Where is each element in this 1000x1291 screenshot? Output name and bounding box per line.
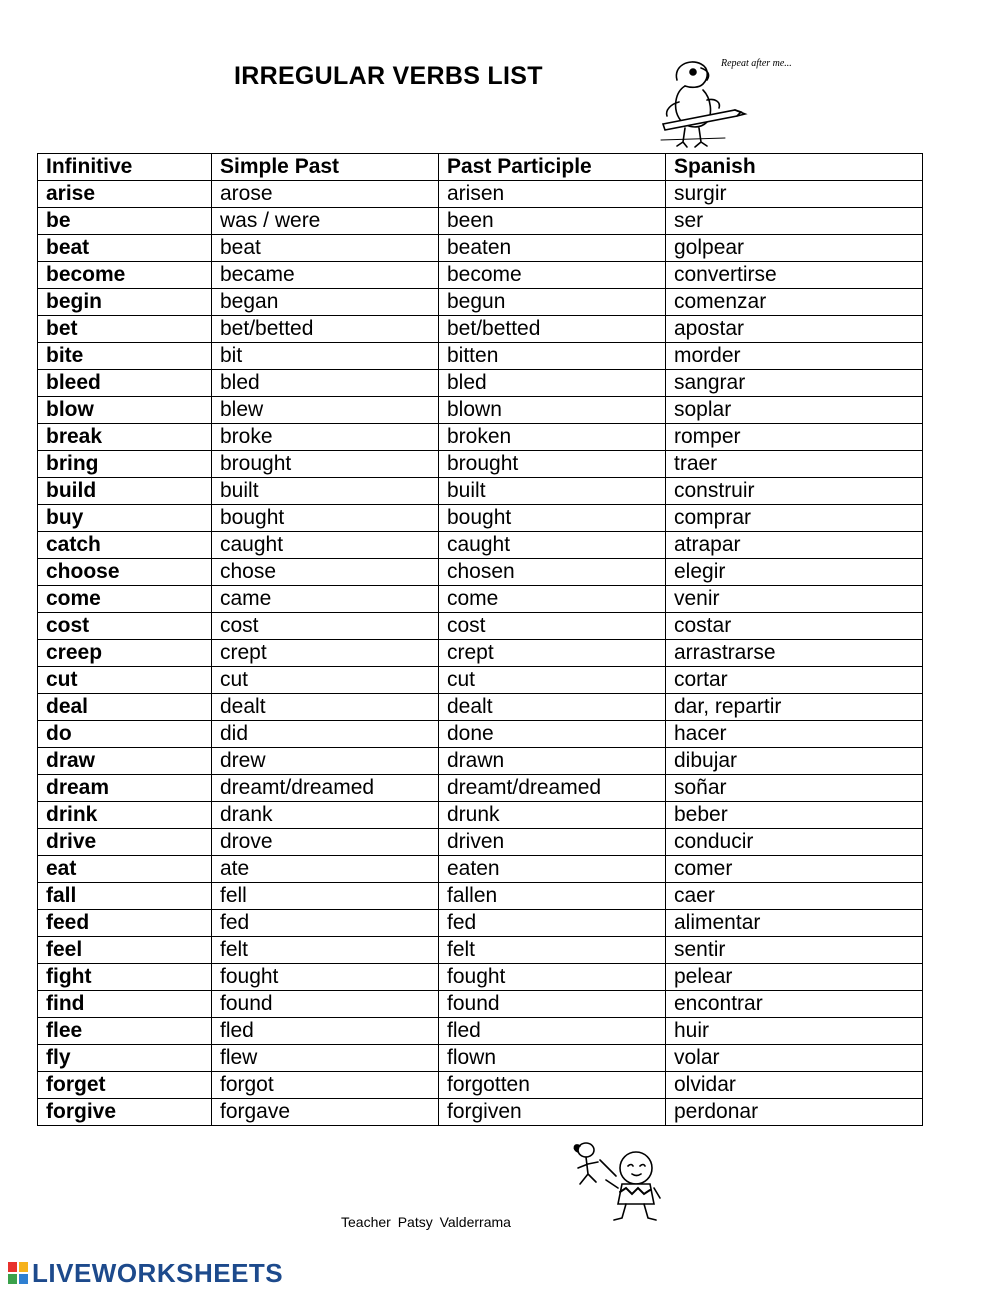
cell-spanish: costar — [666, 613, 923, 640]
cell-simple-past: cost — [212, 613, 439, 640]
table-row — [38, 532, 923, 559]
table-header-row — [38, 154, 923, 181]
cell-infinitive: deal — [38, 694, 212, 721]
cell-infinitive: forgive — [38, 1099, 212, 1126]
cell-infinitive: choose — [38, 559, 212, 586]
cell-past-participle: drunk — [439, 802, 666, 829]
cell-infinitive: do — [38, 721, 212, 748]
table-row — [38, 694, 923, 721]
cell-spanish: morder — [666, 343, 923, 370]
cell-spanish: apostar — [666, 316, 923, 343]
cell-simple-past: dealt — [212, 694, 439, 721]
cell-past-participle: dreamt/dreamed — [439, 775, 666, 802]
logo-square — [19, 1274, 28, 1284]
cell-spanish: elegir — [666, 559, 923, 586]
cell-infinitive: become — [38, 262, 212, 289]
cell-infinitive: build — [38, 478, 212, 505]
table-row — [38, 829, 923, 856]
cell-infinitive: creep — [38, 640, 212, 667]
cell-simple-past: drank — [212, 802, 439, 829]
cell-simple-past: cut — [212, 667, 439, 694]
cell-spanish: conducir — [666, 829, 923, 856]
cell-past-participle: been — [439, 208, 666, 235]
cell-infinitive: catch — [38, 532, 212, 559]
cell-simple-past: forgave — [212, 1099, 439, 1126]
cell-past-participle: fought — [439, 964, 666, 991]
cell-simple-past: built — [212, 478, 439, 505]
table-row — [38, 964, 923, 991]
logo-square — [8, 1262, 17, 1272]
table-row — [38, 748, 923, 775]
cell-spanish: atrapar — [666, 532, 923, 559]
table-row — [38, 802, 923, 829]
cell-infinitive: drink — [38, 802, 212, 829]
cell-simple-past: did — [212, 721, 439, 748]
table-row — [38, 1072, 923, 1099]
cell-simple-past: was / were — [212, 208, 439, 235]
cell-past-participle: done — [439, 721, 666, 748]
cell-infinitive: draw — [38, 748, 212, 775]
cell-past-participle: crept — [439, 640, 666, 667]
cell-past-participle: bitten — [439, 343, 666, 370]
cell-infinitive: bite — [38, 343, 212, 370]
table-row — [38, 937, 923, 964]
table-row — [38, 856, 923, 883]
cell-simple-past: bled — [212, 370, 439, 397]
cell-past-participle: eaten — [439, 856, 666, 883]
cell-past-participle: fallen — [439, 883, 666, 910]
cell-simple-past: felt — [212, 937, 439, 964]
cell-infinitive: fight — [38, 964, 212, 991]
cell-infinitive: drive — [38, 829, 212, 856]
cell-past-participle: arisen — [439, 181, 666, 208]
cell-spanish: soplar — [666, 397, 923, 424]
cell-spanish: cortar — [666, 667, 923, 694]
cell-spanish: dibujar — [666, 748, 923, 775]
table-row — [38, 370, 923, 397]
cell-simple-past: forgot — [212, 1072, 439, 1099]
cell-simple-past: bet/betted — [212, 316, 439, 343]
cell-simple-past: fought — [212, 964, 439, 991]
cell-past-participle: dealt — [439, 694, 666, 721]
cell-infinitive: find — [38, 991, 212, 1018]
cell-simple-past: brought — [212, 451, 439, 478]
cell-past-participle: forgiven — [439, 1099, 666, 1126]
cell-simple-past: came — [212, 586, 439, 613]
cell-spanish: beber — [666, 802, 923, 829]
table-row — [38, 721, 923, 748]
cell-infinitive: forget — [38, 1072, 212, 1099]
column-header-past-participle: Past Participle — [439, 154, 666, 181]
cell-infinitive: eat — [38, 856, 212, 883]
cell-simple-past: became — [212, 262, 439, 289]
cell-infinitive: fall — [38, 883, 212, 910]
cell-infinitive: buy — [38, 505, 212, 532]
table-row — [38, 343, 923, 370]
table-row — [38, 910, 923, 937]
logo-square — [8, 1274, 17, 1284]
table-row — [38, 181, 923, 208]
cell-infinitive: arise — [38, 181, 212, 208]
cell-infinitive: cost — [38, 613, 212, 640]
cell-spanish: construir — [666, 478, 923, 505]
cell-simple-past: flew — [212, 1045, 439, 1072]
table-row — [38, 262, 923, 289]
cell-simple-past: blew — [212, 397, 439, 424]
cell-infinitive: beat — [38, 235, 212, 262]
cell-infinitive: feel — [38, 937, 212, 964]
cell-spanish: caer — [666, 883, 923, 910]
table-row — [38, 586, 923, 613]
cell-spanish: convertirse — [666, 262, 923, 289]
cell-infinitive: fly — [38, 1045, 212, 1072]
cell-past-participle: begun — [439, 289, 666, 316]
cell-simple-past: ate — [212, 856, 439, 883]
cell-past-participle: bet/betted — [439, 316, 666, 343]
cell-infinitive: be — [38, 208, 212, 235]
table-row — [38, 316, 923, 343]
cell-simple-past: found — [212, 991, 439, 1018]
table-row — [38, 640, 923, 667]
cell-simple-past: bit — [212, 343, 439, 370]
cell-infinitive: dream — [38, 775, 212, 802]
table-row — [38, 991, 923, 1018]
cell-past-participle: built — [439, 478, 666, 505]
cell-past-participle: become — [439, 262, 666, 289]
cell-spanish: encontrar — [666, 991, 923, 1018]
cell-spanish: perdonar — [666, 1099, 923, 1126]
cell-past-participle: come — [439, 586, 666, 613]
cell-simple-past: dreamt/dreamed — [212, 775, 439, 802]
cell-infinitive: bring — [38, 451, 212, 478]
logo-square — [19, 1262, 28, 1272]
cell-simple-past: drove — [212, 829, 439, 856]
column-header-infinitive: Infinitive — [38, 154, 212, 181]
cell-spanish: golpear — [666, 235, 923, 262]
cell-simple-past: beat — [212, 235, 439, 262]
cell-spanish: alimentar — [666, 910, 923, 937]
cell-infinitive: bet — [38, 316, 212, 343]
table-row — [38, 883, 923, 910]
cell-spanish: olvidar — [666, 1072, 923, 1099]
irregular-verbs-table — [37, 153, 923, 1126]
table-row — [38, 667, 923, 694]
table-row — [38, 613, 923, 640]
table-row — [38, 1099, 923, 1126]
bird-with-pencil-illustration — [655, 52, 792, 152]
teacher-credit: Teacher Patsy Valderrama — [341, 1214, 511, 1230]
cell-simple-past: drew — [212, 748, 439, 775]
cell-simple-past: broke — [212, 424, 439, 451]
table-row — [38, 235, 923, 262]
cell-simple-past: caught — [212, 532, 439, 559]
cell-spanish: volar — [666, 1045, 923, 1072]
table-row — [38, 1045, 923, 1072]
cell-past-participle: found — [439, 991, 666, 1018]
cell-spanish: sangrar — [666, 370, 923, 397]
cell-past-participle: beaten — [439, 235, 666, 262]
liveworksheets-logo-icon — [8, 1262, 28, 1284]
cell-past-participle: flown — [439, 1045, 666, 1072]
liveworksheets-brand-text: LIVEWORKSHEETS — [32, 1257, 284, 1288]
column-header-simple-past: Simple Past — [212, 154, 439, 181]
cell-spanish: comenzar — [666, 289, 923, 316]
cell-infinitive: blow — [38, 397, 212, 424]
cell-simple-past: crept — [212, 640, 439, 667]
cell-simple-past: bought — [212, 505, 439, 532]
cell-past-participle: driven — [439, 829, 666, 856]
cell-spanish: huir — [666, 1018, 923, 1045]
table-row — [38, 505, 923, 532]
cell-spanish: comer — [666, 856, 923, 883]
cell-past-participle: fed — [439, 910, 666, 937]
table-row — [38, 397, 923, 424]
cell-infinitive: feed — [38, 910, 212, 937]
cell-infinitive: bleed — [38, 370, 212, 397]
cell-simple-past: fled — [212, 1018, 439, 1045]
cell-simple-past: arose — [212, 181, 439, 208]
cell-spanish: dar, repartir — [666, 694, 923, 721]
table-row — [38, 208, 923, 235]
cell-past-participle: bled — [439, 370, 666, 397]
cell-simple-past: began — [212, 289, 439, 316]
cell-past-participle: caught — [439, 532, 666, 559]
table-row — [38, 1018, 923, 1045]
cell-infinitive: break — [38, 424, 212, 451]
cell-spanish: comprar — [666, 505, 923, 532]
cell-spanish: ser — [666, 208, 923, 235]
cell-infinitive: begin — [38, 289, 212, 316]
cell-past-participle: bought — [439, 505, 666, 532]
cell-past-participle: drawn — [439, 748, 666, 775]
cell-past-participle: broken — [439, 424, 666, 451]
cell-past-participle: brought — [439, 451, 666, 478]
cell-spanish: pelear — [666, 964, 923, 991]
cell-simple-past: fell — [212, 883, 439, 910]
cell-past-participle: cost — [439, 613, 666, 640]
cell-spanish: soñar — [666, 775, 923, 802]
cell-infinitive: come — [38, 586, 212, 613]
cell-past-participle: cut — [439, 667, 666, 694]
cell-spanish: hacer — [666, 721, 923, 748]
cell-simple-past: fed — [212, 910, 439, 937]
table-row — [38, 775, 923, 802]
snoopy-and-charlie-brown-illustration — [570, 1140, 662, 1225]
cell-spanish: venir — [666, 586, 923, 613]
cell-infinitive: flee — [38, 1018, 212, 1045]
cell-past-participle: fled — [439, 1018, 666, 1045]
liveworksheets-logo — [8, 1258, 283, 1288]
table-row — [38, 478, 923, 505]
cell-simple-past: chose — [212, 559, 439, 586]
cell-infinitive: cut — [38, 667, 212, 694]
cell-spanish: traer — [666, 451, 923, 478]
column-header-spanish: Spanish — [666, 154, 923, 181]
table-row — [38, 559, 923, 586]
cell-spanish: sentir — [666, 937, 923, 964]
cell-past-participle: felt — [439, 937, 666, 964]
cell-past-participle: chosen — [439, 559, 666, 586]
bird-speech-text: Repeat after me... — [721, 58, 792, 69]
table-row — [38, 289, 923, 316]
page-title: IRREGULAR VERBS LIST — [234, 62, 543, 90]
cell-spanish: surgir — [666, 181, 923, 208]
table-row — [38, 424, 923, 451]
table-row — [38, 451, 923, 478]
cell-spanish: arrastrarse — [666, 640, 923, 667]
cell-past-participle: forgotten — [439, 1072, 666, 1099]
cell-spanish: romper — [666, 424, 923, 451]
cell-past-participle: blown — [439, 397, 666, 424]
